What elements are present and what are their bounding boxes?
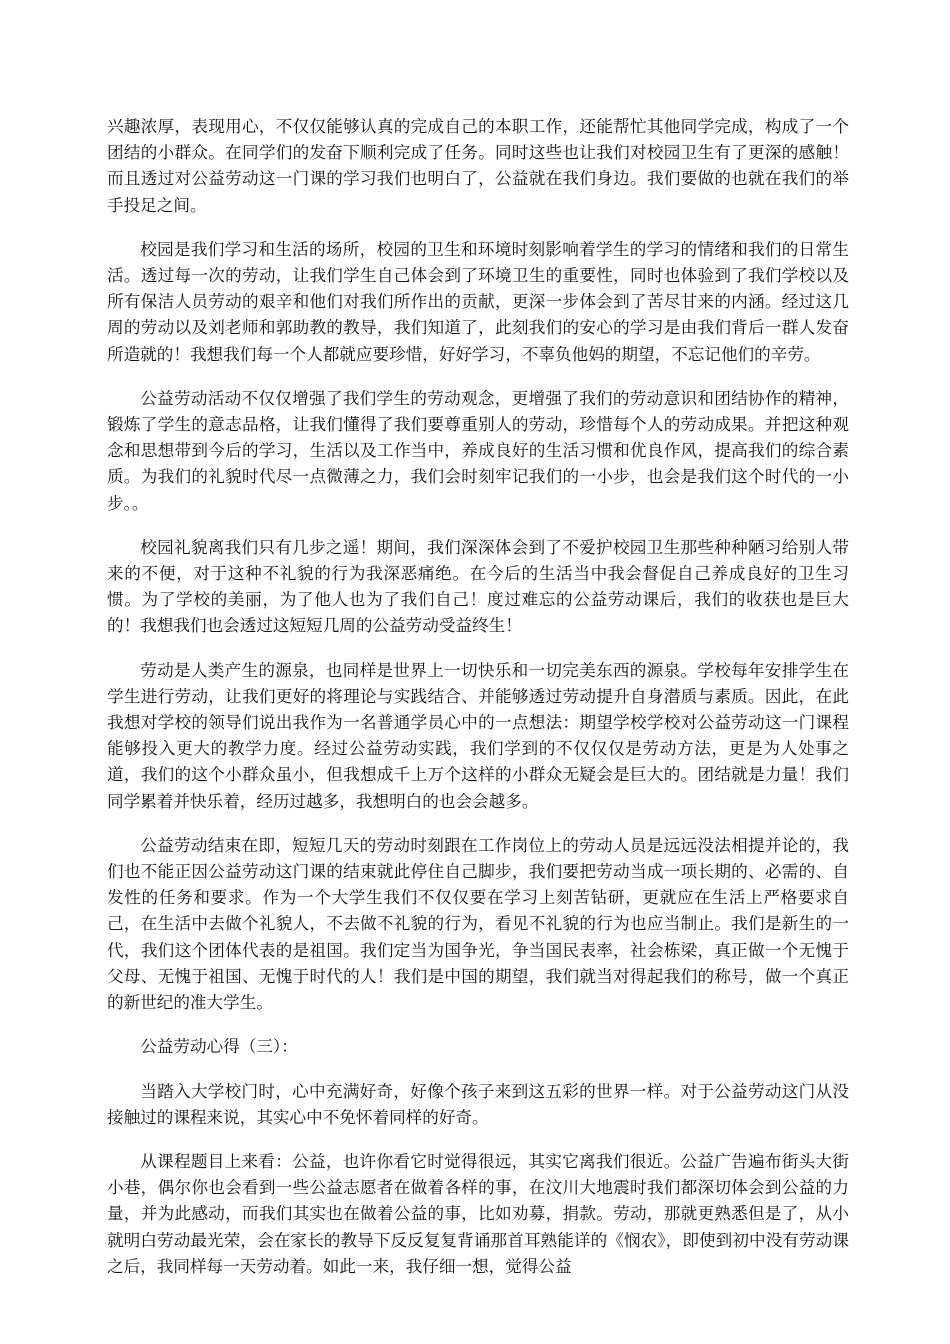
paragraph-6: 公益劳动结束在即，短短几天的劳动时刻跟在工作岗位上的劳动人员是远远没法相提并论的，我们也不能正因公益劳动这门课的结束就此停住自己脚步，我们要把劳动当成一项长期的、必需的、自发性的任务和要求。作为一个大学生我们不仅仅要在学习上刻苦钻研，更就应在生活上严格要求自己，在生活中去做个礼貌人，不去做不礼貌的行为，看见不礼貌的行为也应当制止。我们是新生的一代，我们这个团体代表的是祖国。我们定当为国争光，争当国民表率，社会栋梁，真正做一个无愧于父母、无愧于祖国、无愧于时代的人！我们是中国的期望，我们就当对得起我们的称号，做一个真正的新世纪的准大学生。 [107, 835, 849, 1013]
paragraph-1: 兴趣浓厚，表现用心，不仅仅能够认真的完成自己的本职工作，还能帮忙其他同学完成，构成了一个团结的小群众。在同学们的发奋下顺利完成了任务。同时这些也让我们对校园卫生有了更深的感触！而且透过对公益劳动这一门课的学习我们也明白了，公益就在我们身边。我们要做的也就在我们的举手投足之间。 [107, 117, 849, 215]
paragraph-2: 校园是我们学习和生活的场所，校园的卫生和环境时刻影响着学生的学习的情绪和我们的日常生活。透过每一次的劳动，让我们学生自己体会到了环境卫生的重要性，同时也体验到了我们学校以及所有保洁人员劳动的艰辛和他们对我们所作出的贡献，更深一步体会到了苦尽甘来的内涵。经过这几周的劳动以及刘老师和郭助教的教导，我们知道了，此刻我们的安心的学习是由我们背后一群人发奋所造就的！我想我们每一个人都就应要珍惜，好好学习，不辜负他妈的期望，不忘记他们的辛劳。 [107, 239, 849, 364]
paragraph-4: 校园礼貌离我们只有几步之遥！期间，我们深深体会到了不爱护校园卫生那些种种陋习给别人带来的不便，对于这种不礼貌的行为我深恶痛绝。在今后的生活当中我会督促自己养成良好的卫生习惯。为了学校的美丽，为了他人也为了我们自己！度过难忘的公益劳动课后，我们的收获也是巨大的！我想我们也会透过这短短几周的公益劳动受益终生！ [107, 537, 849, 636]
document-body [107, 114, 849, 1298]
paragraph-5: 劳动是人类产生的源泉，也同样是世界上一切快乐和一切完美东西的源泉。学校每年安排学生在学生进行劳动，让我们更好的将理论与实践结合、并能够透过劳动提升自身潜质与素质。因此，在此我想对学校的领导们说出我作为一名普通学员心中的一点想法：期望学校学校对公益劳动这一门课程能够投入更大的教学力度。经过公益劳动实践，我们学到的不仅仅仅是劳动方法，更是为人处事之道，我们的这个小群众虽小，但我想成千上万个这样的小群众无疑会是巨大的。团结就是力量！我们同学累着并快乐着，经历过越多，我想明白的也会会越多。 [107, 660, 849, 811]
paragraph-8: 从课程题目上来看：公益，也许你看它时觉得很远，其实它离我们很近。公益广告遍布街头大街小巷，偶尔你也会看到一些公益志愿者在做着各样的事，在汶川大地震时我们都深切体会到公益的力量，并为此感动，而我们其实也在做着公益的事，比如劝募，捐款。劳动，那就更熟悉但是了，从小就明白劳动最光荣，会在家长的教导下反反复复背诵那首耳熟能详的《悯农》，即使到初中没有劳动课之后，我同样每一天劳动着。如此一来，我仔细一想，觉得公益 [107, 1151, 849, 1276]
section-heading: 公益劳动心得（三）： [140, 1037, 298, 1057]
paragraph-7: 当踏入大学校门时，心中充满好奇，好像个孩子来到这五彩的世界一样。对于公益劳动这门从没接触过的课程来说，其实心中不免怀着同样的好奇。 [107, 1081, 849, 1127]
paragraph-3: 公益劳动活动不仅仅增强了我们学生的劳动观念，更增强了我们的劳动意识和团结协作的精神，锻炼了学生的意志品格，让我们懂得了我们要尊重别人的劳动，珍惜每个人的劳动成果。并把这种观念和思想带到今后的学习，生活以及工作当中，养成良好的生活习惯和优良作风，提高我们的综合素质。为我们的礼貌时代尽一点微薄之力，我们会时刻牢记我们的一小步，也会是我们这个时代的一小步。。 [107, 388, 849, 513]
